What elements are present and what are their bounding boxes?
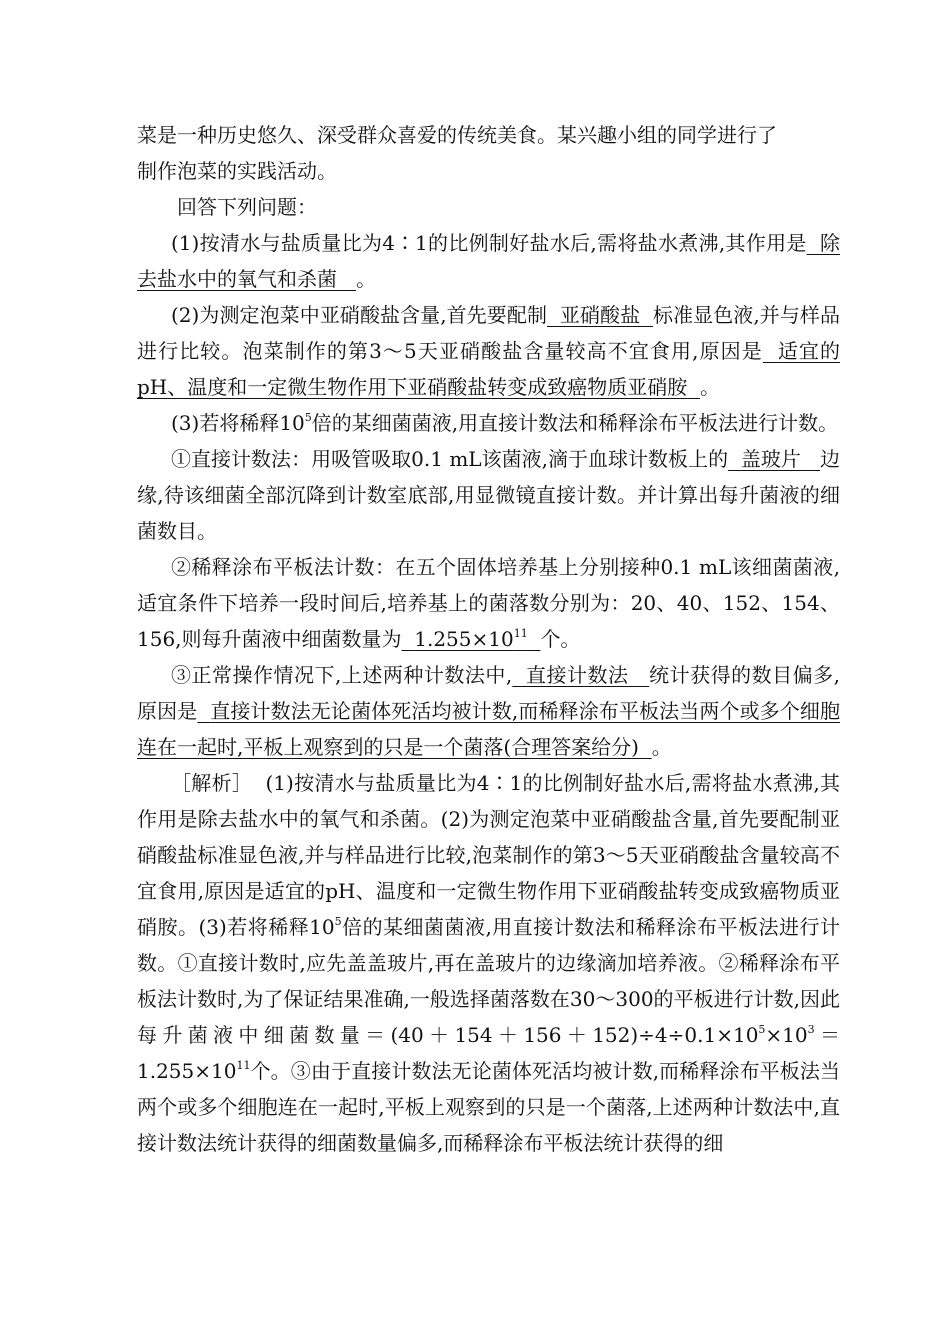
question-2-answer-1: 亚硝酸盐	[559, 303, 641, 327]
question-prompt: 回答下列问题：	[177, 195, 317, 219]
question-1: (1)按清水与盐质量比为4∶1的比例制好盐水后,需将盐水煮沸,其作用是 除去盐水中的氧气和杀菌 。	[137, 231, 840, 291]
analysis-text-a: (1)按清水与盐质量比为4∶1的比例制好盐水后,需将盐水煮沸,其作用是除去盐水中的氧气和杀菌。(2)为测定泡菜中亚硝酸盐含量,首先要配制亚硝酸盐标准显色液,并与样品进行比较,泡菜制作的第3～5天亚硝酸盐含量较高不宜食用,原因是适宜的pH、温度和一定微生物作用下亚硝酸盐转变成致癌物质亚硝胺。(3)若将稀释10	[137, 771, 840, 939]
question-3-1-answer: 盖玻片	[740, 447, 801, 471]
document-page	[137, 117, 840, 1161]
intro-line-1: 菜是一种历史悠久、深受群众喜爱的传统美食。某兴趣小组的同学进行了	[137, 123, 777, 147]
question-3-1-text-b: 边缘,待该细菌全部沉降到计数室底部,用显微镜直接计数。并计算出每升菌液的细菌数目。	[137, 447, 840, 543]
question-2-text-a: (2)为测定泡菜中亚硝酸盐含量,首先要配制	[171, 303, 548, 327]
question-3-3-answer-2: 直接计数法无论菌体死活均被计数,而稀释涂布平板法当两个或多个细胞连在一起时,平板上观察到的只是一个菌落(合理答案给分)	[137, 699, 840, 759]
analysis-label: ［解析］	[171, 771, 253, 795]
question-3-3-answer-1: 直接计数法	[526, 663, 629, 687]
question-2: (2)为测定泡菜中亚硝酸盐含量,首先要配制 亚硝酸盐 标准显色液,并与样品进行比较。泡菜制作的第3～5天亚硝酸盐含量较高不宜食用,原因是 适宜的pH、温度和一定微生物作用下亚硝酸盐转变成致癌物质亚硝胺 。	[137, 303, 841, 399]
question-3-2-answer: $1.255\times 10^{11}$	[414, 627, 528, 651]
intro-paragraph	[137, 117, 840, 189]
analysis-text-b: 倍的某细菌菌液,用直接计数法和稀释涂布平板法进行计数。①直接计数时,应先盖盖玻片,再在盖玻片的边缘滴加培养液。②稀释涂布平板法计数时,为了保证结果准确,一般选择菌落数在30～300的平板进行计数,因此每升菌液中细菌数量＝(40＋154＋156＋152)÷4÷0.1×10	[137, 915, 840, 1047]
question-3-part-3: ③正常操作情况下,上述两种计数法中, 直接计数法 统计获得的数目偏多,原因是 直接计数法无论菌体死活均被计数,而稀释涂布平板法当两个或多个细胞连在一起时,平板上观察到的只是一个菌落(合理答案给分) 。	[137, 663, 841, 759]
analysis-text-e: 个。③由于直接计数法无论菌体死活均被计数,而稀释涂布平板法当两个或多个细胞连在一起时,平板上观察到的只是一个菌落,上述两种计数法中,直接计数法统计获得的细菌数量偏多,而稀释涂布平板法统计获得的细	[137, 1059, 840, 1155]
question-3-text-a: (3)若将稀释10	[171, 411, 305, 435]
question-3-text-b: 倍的某细菌菌液,用直接计数法和稀释涂布平板法进行计数。	[311, 411, 839, 435]
question-3-part-1	[137, 441, 840, 549]
question-1-text: (1)按清水与盐质量比为4∶1的比例制好盐水后,需将盐水煮沸,其作用是	[171, 231, 807, 255]
question-3-1-text-a: ①直接计数法：用吸管吸取0.1 mL该菌液,滴于血球计数板上的	[171, 447, 729, 471]
question-3	[137, 405, 840, 441]
question-3-3-text-a: ③正常操作情况下,上述两种计数法中,	[171, 663, 513, 687]
question-3-part-2: ②稀释涂布平板法计数：在五个固体培养基上分别接种0.1 mL该细菌菌液,适宜条件下培养一段时间后,培养基上的菌落数分别为：20、40、152、154、156,则每升菌液中细菌数量为 $1.255\times 10^{11}$ 个。	[137, 555, 840, 651]
question-1-answer: 除去盐水中的氧气和杀菌	[137, 231, 840, 291]
question-3-2-text-a: ②稀释涂布平板法计数：在五个固体培养基上分别接种0.1 mL该细菌菌液,适宜条件下培养一段时间后,培养基上的菌落数分别为：20、40、152、154、156,则每升菌液中细菌数量为	[137, 555, 840, 651]
analysis-paragraph: ［解析］ (1)按清水与盐质量比为4∶1的比例制好盐水后,需将盐水煮沸,其作用是除去盐水中的氧气和杀菌。(2)为测定泡菜中亚硝酸盐含量,首先要配制亚硝酸盐标准显色液,并与样品进行比较,泡菜制作的第3～5天亚硝酸盐含量较高不宜食用,原因是适宜的pH、温度和一定微生物作用下亚硝酸盐转变成致癌物质亚硝胺。(3)若将稀释$10^5$倍的某细菌菌液,用直接计数法和稀释涂布平板法进行计数。①直接计数时,应先盖盖玻片,再在盖玻片的边缘滴加培养液。②稀释涂布平板法计数时,为了保证结果准确,一般选择菌落数在30～300的平板进行计数,因此每升菌液中细菌数量$=(40+154+156+152)\div 4\div 0.1\times 10^5\times 10^3=1.255\times 10^{11}$个。③由于直接计数法无论菌体死活均被计数,而稀释涂布平板法当两个或多个细胞连在一起时,平板上观察到的只是一个菌落,上述两种计数法中,直接计数法统计获得的细菌数量偏多,而稀释涂布平板法统计获得的细	[137, 771, 840, 1155]
question-2-answer-2: 适宜的pH、温度和一定微生物作用下亚硝酸盐转变成致癌物质亚硝胺	[137, 339, 841, 399]
question-3-3-text-b: 统计获得的数目偏多,原因是	[137, 663, 841, 723]
question-3-exponent: 5	[304, 411, 312, 424]
intro-line-2: 制作泡菜的实践活动。	[137, 159, 337, 183]
question-2-text-b: 标准显色液,并与样品进行比较。泡菜制作的第3～5天亚硝酸盐含量较高不宜食用,原因是	[137, 303, 841, 363]
